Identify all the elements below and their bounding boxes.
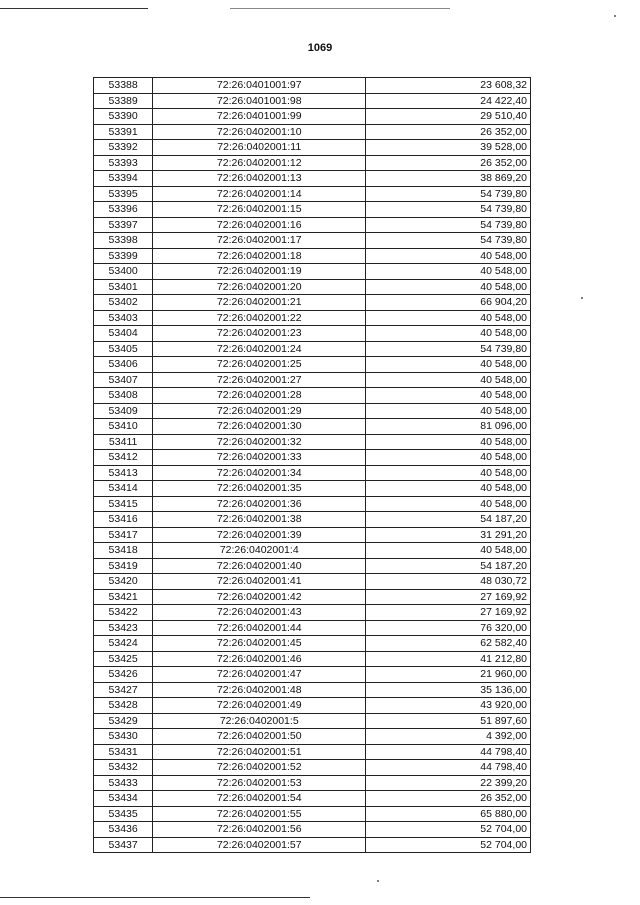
table-row bbox=[94, 357, 531, 373]
table-row bbox=[94, 217, 531, 233]
value-cell: 4 392,00 bbox=[366, 729, 531, 745]
row-number-cell: 53409 bbox=[94, 403, 153, 419]
scan-speck bbox=[377, 880, 379, 882]
row-number-cell: 53429 bbox=[94, 713, 153, 729]
row-number-cell: 53407 bbox=[94, 372, 153, 388]
table-row bbox=[94, 775, 531, 791]
row-number-cell: 53390 bbox=[94, 109, 153, 125]
table-row bbox=[94, 202, 531, 218]
value-cell: 21 960,00 bbox=[366, 667, 531, 683]
cadastral-number-cell: 72:26:0402001:27 bbox=[153, 372, 366, 388]
cadastral-number-cell: 72:26:0402001:10 bbox=[153, 124, 366, 140]
row-number-cell: 53405 bbox=[94, 341, 153, 357]
row-number-cell: 53434 bbox=[94, 791, 153, 807]
table-row bbox=[94, 186, 531, 202]
value-cell: 54 187,20 bbox=[366, 558, 531, 574]
cadastral-number-cell: 72:26:0402001:45 bbox=[153, 636, 366, 652]
row-number-cell: 53415 bbox=[94, 496, 153, 512]
cadastral-number-cell: 72:26:0402001:15 bbox=[153, 202, 366, 218]
cadastral-number-cell: 72:26:0402001:55 bbox=[153, 806, 366, 822]
page-number: 1069 bbox=[307, 42, 333, 54]
table-row bbox=[94, 806, 531, 822]
row-number-cell: 53401 bbox=[94, 279, 153, 295]
cadastral-number-cell: 72:26:0402001:11 bbox=[153, 140, 366, 156]
cadastral-number-cell: 72:26:0402001:49 bbox=[153, 698, 366, 714]
table-row bbox=[94, 496, 531, 512]
row-number-cell: 53418 bbox=[94, 543, 153, 559]
table-row bbox=[94, 310, 531, 326]
scan-speck bbox=[581, 297, 583, 299]
value-cell: 27 169,92 bbox=[366, 589, 531, 605]
row-number-cell: 53388 bbox=[94, 78, 153, 94]
cadastral-number-cell: 72:26:0402001:33 bbox=[153, 450, 366, 466]
cadastral-number-cell: 72:26:0401001:99 bbox=[153, 109, 366, 125]
row-number-cell: 53391 bbox=[94, 124, 153, 140]
cadastral-number-cell: 72:26:0402001:39 bbox=[153, 527, 366, 543]
value-cell: 40 548,00 bbox=[366, 496, 531, 512]
value-cell: 48 030,72 bbox=[366, 574, 531, 590]
cadastral-number-cell: 72:26:0402001:25 bbox=[153, 357, 366, 373]
value-cell: 40 548,00 bbox=[366, 264, 531, 280]
table-row bbox=[94, 341, 531, 357]
row-number-cell: 53395 bbox=[94, 186, 153, 202]
value-cell: 38 869,20 bbox=[366, 171, 531, 187]
row-number-cell: 53433 bbox=[94, 775, 153, 791]
row-number-cell: 53413 bbox=[94, 465, 153, 481]
value-cell: 40 548,00 bbox=[366, 388, 531, 404]
value-cell: 23 608,32 bbox=[366, 78, 531, 94]
cadastral-number-cell: 72:26:0402001:40 bbox=[153, 558, 366, 574]
table-row bbox=[94, 326, 531, 342]
table-row bbox=[94, 605, 531, 621]
row-number-cell: 53437 bbox=[94, 837, 153, 853]
cadastral-number-cell: 72:26:0402001:19 bbox=[153, 264, 366, 280]
table-row bbox=[94, 264, 531, 280]
cadastral-number-cell: 72:26:0402001:44 bbox=[153, 620, 366, 636]
table-row bbox=[94, 589, 531, 605]
row-number-cell: 53389 bbox=[94, 93, 153, 109]
cadastral-number-cell: 72:26:0402001:51 bbox=[153, 744, 366, 760]
cadastral-number-cell: 72:26:0402001:36 bbox=[153, 496, 366, 512]
row-number-cell: 53402 bbox=[94, 295, 153, 311]
table-row bbox=[94, 837, 531, 853]
row-number-cell: 53427 bbox=[94, 682, 153, 698]
value-cell: 44 798,40 bbox=[366, 744, 531, 760]
table-row bbox=[94, 171, 531, 187]
value-cell: 52 704,00 bbox=[366, 822, 531, 838]
cadastral-number-cell: 72:26:0402001:24 bbox=[153, 341, 366, 357]
value-cell: 40 548,00 bbox=[366, 357, 531, 373]
row-number-cell: 53432 bbox=[94, 760, 153, 776]
table-row bbox=[94, 620, 531, 636]
cadastral-number-cell: 72:26:0402001:41 bbox=[153, 574, 366, 590]
cadastral-number-cell: 72:26:0402001:53 bbox=[153, 775, 366, 791]
row-number-cell: 53430 bbox=[94, 729, 153, 745]
row-number-cell: 53392 bbox=[94, 140, 153, 156]
value-cell: 26 352,00 bbox=[366, 155, 531, 171]
value-cell: 22 399,20 bbox=[366, 775, 531, 791]
table-row bbox=[94, 698, 531, 714]
table-row bbox=[94, 388, 531, 404]
row-number-cell: 53426 bbox=[94, 667, 153, 683]
cadastral-number-cell: 72:26:0402001:42 bbox=[153, 589, 366, 605]
table-row bbox=[94, 93, 531, 109]
table-row bbox=[94, 372, 531, 388]
cadastral-number-cell: 72:26:0402001:52 bbox=[153, 760, 366, 776]
row-number-cell: 53436 bbox=[94, 822, 153, 838]
table-row bbox=[94, 791, 531, 807]
table-row bbox=[94, 481, 531, 497]
row-number-cell: 53424 bbox=[94, 636, 153, 652]
value-cell: 40 548,00 bbox=[366, 403, 531, 419]
row-number-cell: 53431 bbox=[94, 744, 153, 760]
cadastral-number-cell: 72:26:0402001:18 bbox=[153, 248, 366, 264]
scan-edge-line-top bbox=[0, 8, 148, 9]
scan-edge-line-top-faint bbox=[230, 8, 450, 9]
value-cell: 40 548,00 bbox=[366, 326, 531, 342]
value-cell: 65 880,00 bbox=[366, 806, 531, 822]
value-cell: 40 548,00 bbox=[366, 279, 531, 295]
value-cell: 40 548,00 bbox=[366, 450, 531, 466]
table-row bbox=[94, 465, 531, 481]
value-cell: 54 739,80 bbox=[366, 217, 531, 233]
value-cell: 43 920,00 bbox=[366, 698, 531, 714]
table-row bbox=[94, 682, 531, 698]
table-row bbox=[94, 109, 531, 125]
value-cell: 27 169,92 bbox=[366, 605, 531, 621]
cadastral-number-cell: 72:26:0402001:35 bbox=[153, 481, 366, 497]
row-number-cell: 53421 bbox=[94, 589, 153, 605]
value-cell: 40 548,00 bbox=[366, 248, 531, 264]
cadastral-number-cell: 72:26:0402001:16 bbox=[153, 217, 366, 233]
table-row bbox=[94, 558, 531, 574]
scan-speck bbox=[614, 15, 616, 17]
table-row bbox=[94, 233, 531, 249]
table-row bbox=[94, 403, 531, 419]
table-row bbox=[94, 822, 531, 838]
value-cell: 40 548,00 bbox=[366, 310, 531, 326]
table-row bbox=[94, 434, 531, 450]
table-row bbox=[94, 574, 531, 590]
table-row bbox=[94, 124, 531, 140]
value-cell: 62 582,40 bbox=[366, 636, 531, 652]
table-row bbox=[94, 760, 531, 776]
value-cell: 44 798,40 bbox=[366, 760, 531, 776]
row-number-cell: 53396 bbox=[94, 202, 153, 218]
cadastral-number-cell: 72:26:0402001:17 bbox=[153, 233, 366, 249]
row-number-cell: 53416 bbox=[94, 512, 153, 528]
row-number-cell: 53419 bbox=[94, 558, 153, 574]
value-cell: 40 548,00 bbox=[366, 434, 531, 450]
row-number-cell: 53412 bbox=[94, 450, 153, 466]
table-row bbox=[94, 450, 531, 466]
table-row bbox=[94, 295, 531, 311]
scan-edge-line-bottom bbox=[0, 897, 310, 898]
row-number-cell: 53417 bbox=[94, 527, 153, 543]
row-number-cell: 53403 bbox=[94, 310, 153, 326]
value-cell: 35 136,00 bbox=[366, 682, 531, 698]
value-cell: 54 187,20 bbox=[366, 512, 531, 528]
row-number-cell: 53399 bbox=[94, 248, 153, 264]
value-cell: 39 528,00 bbox=[366, 140, 531, 156]
value-cell: 81 096,00 bbox=[366, 419, 531, 435]
row-number-cell: 53393 bbox=[94, 155, 153, 171]
table-row bbox=[94, 713, 531, 729]
value-cell: 40 548,00 bbox=[366, 481, 531, 497]
cadastral-number-cell: 72:26:0402001:23 bbox=[153, 326, 366, 342]
row-number-cell: 53435 bbox=[94, 806, 153, 822]
value-cell: 40 548,00 bbox=[366, 543, 531, 559]
row-number-cell: 53425 bbox=[94, 651, 153, 667]
value-cell: 40 548,00 bbox=[366, 372, 531, 388]
table-row bbox=[94, 279, 531, 295]
row-number-cell: 53394 bbox=[94, 171, 153, 187]
row-number-cell: 53420 bbox=[94, 574, 153, 590]
cadastral-number-cell: 72:26:0402001:20 bbox=[153, 279, 366, 295]
cadastral-number-cell: 72:26:0402001:32 bbox=[153, 434, 366, 450]
cadastral-number-cell: 72:26:0402001:12 bbox=[153, 155, 366, 171]
row-number-cell: 53408 bbox=[94, 388, 153, 404]
table-row bbox=[94, 667, 531, 683]
row-number-cell: 53398 bbox=[94, 233, 153, 249]
table-row bbox=[94, 419, 531, 435]
cadastral-number-cell: 72:26:0402001:22 bbox=[153, 310, 366, 326]
value-cell: 54 739,80 bbox=[366, 186, 531, 202]
value-cell: 26 352,00 bbox=[366, 124, 531, 140]
table-row bbox=[94, 636, 531, 652]
cadastral-number-cell: 72:26:0402001:34 bbox=[153, 465, 366, 481]
value-cell: 31 291,20 bbox=[366, 527, 531, 543]
table-row bbox=[94, 543, 531, 559]
table-row bbox=[94, 140, 531, 156]
table-row bbox=[94, 155, 531, 171]
cadastral-number-cell: 72:26:0402001:38 bbox=[153, 512, 366, 528]
table-row bbox=[94, 248, 531, 264]
value-cell: 40 548,00 bbox=[366, 465, 531, 481]
cadastral-number-cell: 72:26:0402001:48 bbox=[153, 682, 366, 698]
cadastral-number-cell: 72:26:0402001:47 bbox=[153, 667, 366, 683]
table-row bbox=[94, 512, 531, 528]
cadastral-number-cell: 72:26:0402001:21 bbox=[153, 295, 366, 311]
cadastral-number-cell: 72:26:0402001:29 bbox=[153, 403, 366, 419]
table-row bbox=[94, 78, 531, 94]
cadastral-number-cell: 72:26:0401001:98 bbox=[153, 93, 366, 109]
row-number-cell: 53423 bbox=[94, 620, 153, 636]
row-number-cell: 53422 bbox=[94, 605, 153, 621]
row-number-cell: 53400 bbox=[94, 264, 153, 280]
cadastral-number-cell: 72:26:0401001:97 bbox=[153, 78, 366, 94]
value-cell: 52 704,00 bbox=[366, 837, 531, 853]
cadastral-number-cell: 72:26:0402001:43 bbox=[153, 605, 366, 621]
value-cell: 29 510,40 bbox=[366, 109, 531, 125]
row-number-cell: 53411 bbox=[94, 434, 153, 450]
value-cell: 54 739,80 bbox=[366, 341, 531, 357]
cadastral-number-cell: 72:26:0402001:5 bbox=[153, 713, 366, 729]
value-cell: 24 422,40 bbox=[366, 93, 531, 109]
row-number-cell: 53397 bbox=[94, 217, 153, 233]
registry-table bbox=[93, 77, 531, 853]
cadastral-number-cell: 72:26:0402001:4 bbox=[153, 543, 366, 559]
cadastral-number-cell: 72:26:0402001:57 bbox=[153, 837, 366, 853]
cadastral-number-cell: 72:26:0402001:50 bbox=[153, 729, 366, 745]
row-number-cell: 53428 bbox=[94, 698, 153, 714]
registry-table-body bbox=[94, 78, 531, 853]
value-cell: 54 739,80 bbox=[366, 202, 531, 218]
cadastral-number-cell: 72:26:0402001:46 bbox=[153, 651, 366, 667]
row-number-cell: 53414 bbox=[94, 481, 153, 497]
cadastral-number-cell: 72:26:0402001:30 bbox=[153, 419, 366, 435]
cadastral-number-cell: 72:26:0402001:56 bbox=[153, 822, 366, 838]
table-row bbox=[94, 651, 531, 667]
cadastral-number-cell: 72:26:0402001:14 bbox=[153, 186, 366, 202]
table-row bbox=[94, 527, 531, 543]
value-cell: 76 320,00 bbox=[366, 620, 531, 636]
table-row bbox=[94, 729, 531, 745]
value-cell: 66 904,20 bbox=[366, 295, 531, 311]
cadastral-number-cell: 72:26:0402001:54 bbox=[153, 791, 366, 807]
table-row bbox=[94, 744, 531, 760]
row-number-cell: 53404 bbox=[94, 326, 153, 342]
value-cell: 51 897,60 bbox=[366, 713, 531, 729]
value-cell: 41 212,80 bbox=[366, 651, 531, 667]
cadastral-number-cell: 72:26:0402001:13 bbox=[153, 171, 366, 187]
cadastral-number-cell: 72:26:0402001:28 bbox=[153, 388, 366, 404]
row-number-cell: 53406 bbox=[94, 357, 153, 373]
row-number-cell: 53410 bbox=[94, 419, 153, 435]
value-cell: 26 352,00 bbox=[366, 791, 531, 807]
value-cell: 54 739,80 bbox=[366, 233, 531, 249]
